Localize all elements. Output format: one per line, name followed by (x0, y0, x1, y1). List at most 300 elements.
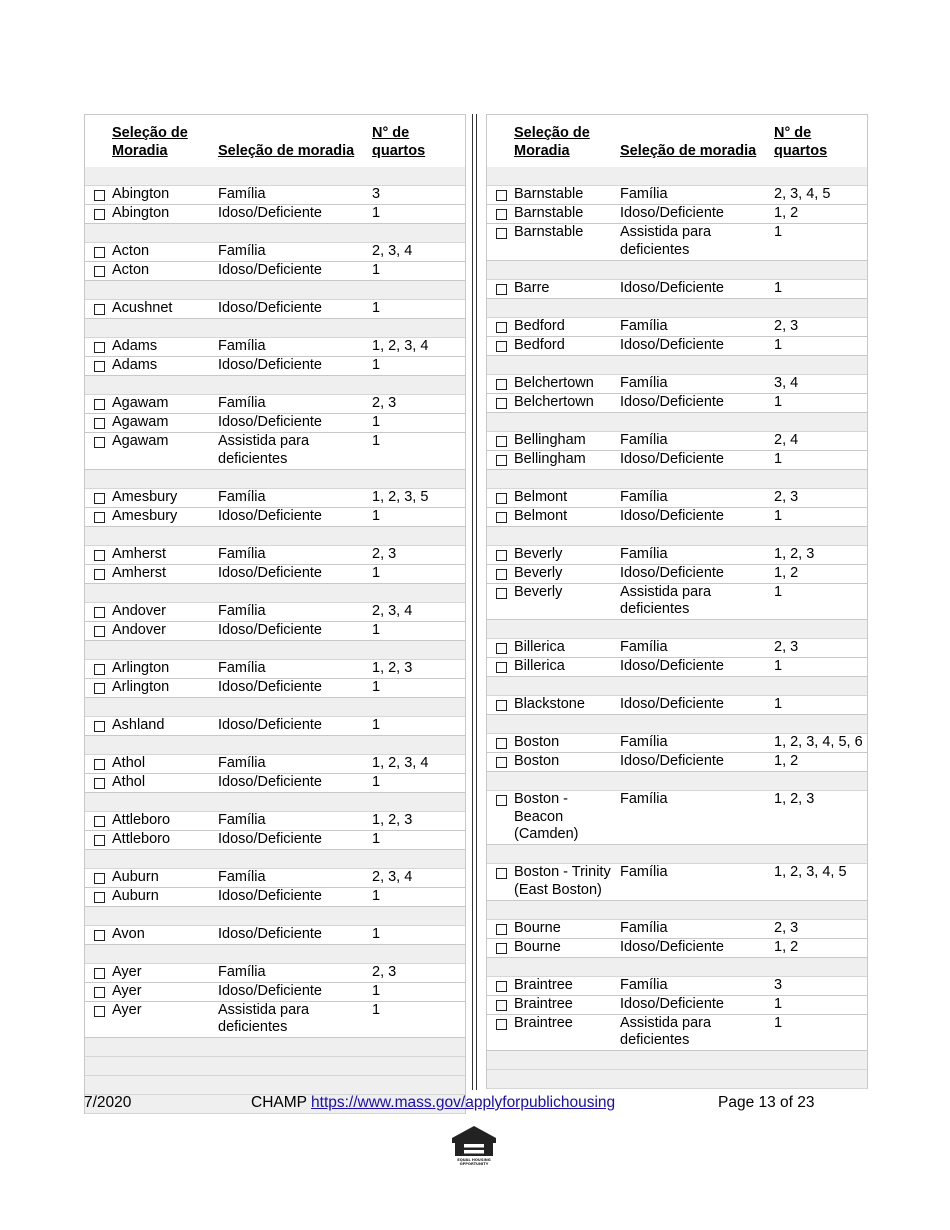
table-row (85, 262, 465, 281)
town-name: Abington (112, 205, 170, 221)
checkbox[interactable] (496, 588, 507, 599)
table-row (487, 224, 867, 261)
checkbox[interactable] (94, 873, 105, 884)
checkbox[interactable] (496, 209, 507, 220)
checkbox[interactable] (94, 266, 105, 277)
town-name: Amherst (112, 564, 166, 581)
town-cell (487, 374, 620, 393)
bedroom-count: 1 (372, 414, 465, 433)
spacer-cell (85, 583, 465, 602)
housing-type: Família (620, 639, 774, 658)
town-cell (85, 678, 218, 697)
table-row (487, 186, 867, 205)
town-name: Beverly (514, 583, 563, 600)
checkbox[interactable] (94, 968, 105, 979)
table-row (85, 205, 465, 224)
bedroom-count: 1 (372, 621, 465, 640)
spacer-cell (85, 944, 465, 963)
checkbox[interactable] (94, 437, 105, 448)
town-name: Braintree (514, 995, 573, 1012)
checkbox[interactable] (94, 512, 105, 523)
checkbox[interactable] (94, 190, 105, 201)
bedroom-count: 2, 4 (774, 431, 867, 450)
housing-type: Família (620, 431, 774, 450)
checkbox[interactable] (94, 664, 105, 675)
table-row (85, 925, 465, 944)
bedroom-count: 1, 2 (774, 205, 867, 224)
housing-type: Idoso/Deficiente (218, 678, 372, 697)
housing-type: Família (218, 963, 372, 982)
checkbox[interactable] (94, 987, 105, 998)
bedroom-count: 2, 3 (774, 639, 867, 658)
checkbox[interactable] (496, 924, 507, 935)
town-name: Ashland (112, 716, 165, 733)
town-cell (85, 754, 218, 773)
checkbox[interactable] (496, 943, 507, 954)
spacer-cell (85, 167, 465, 186)
town-name: Braintree (514, 976, 573, 993)
table-row (85, 830, 465, 849)
town-cell (487, 919, 620, 938)
housing-type: Idoso/Deficiente (620, 279, 774, 298)
table-row (85, 754, 465, 773)
spacer-cell (487, 1051, 867, 1070)
town-name: Adams (112, 357, 158, 373)
housing-type: Assistida para deficientes (620, 1014, 774, 1051)
spacer-cell (487, 298, 867, 317)
checkbox[interactable] (94, 1006, 105, 1017)
housing-type: Família (620, 864, 774, 901)
bedroom-count: 1 (372, 507, 465, 526)
checkbox[interactable] (496, 493, 507, 504)
spacer-cell (487, 412, 867, 431)
bedroom-count: 2, 3 (372, 395, 465, 414)
checkbox[interactable] (94, 835, 105, 846)
checkbox[interactable] (496, 284, 507, 295)
town-name: Boston (514, 753, 560, 769)
town-cell (85, 887, 218, 906)
bedroom-count: 1 (372, 205, 465, 224)
spacer-row (487, 845, 867, 864)
table-row (487, 1014, 867, 1051)
spacer-row (85, 1057, 465, 1076)
checkbox[interactable] (94, 892, 105, 903)
checkbox[interactable] (496, 1000, 507, 1011)
town-cell (85, 205, 218, 224)
spacer-row (85, 376, 465, 395)
checkbox[interactable] (94, 418, 105, 429)
table-row (487, 431, 867, 450)
town-cell (85, 1001, 218, 1038)
bedroom-count: 2, 3, 4 (372, 602, 465, 621)
table-row (85, 395, 465, 414)
table-header (487, 115, 867, 167)
checkbox[interactable] (496, 1019, 507, 1030)
checkbox[interactable] (94, 550, 105, 561)
bedroom-count: 1 (372, 433, 465, 470)
housing-type: Família (218, 811, 372, 830)
housing-type: Família (620, 919, 774, 938)
bedroom-count: 2, 3 (774, 317, 867, 336)
table-row (487, 976, 867, 995)
bedroom-count: 3, 4 (774, 374, 867, 393)
checkbox[interactable] (94, 342, 105, 353)
spacer-cell (85, 1057, 465, 1076)
bedroom-count: 1 (774, 279, 867, 298)
housing-type: Família (620, 374, 774, 393)
checkbox[interactable] (496, 757, 507, 768)
checkbox[interactable] (94, 399, 105, 410)
bedroom-count: 2, 3 (372, 963, 465, 982)
town-cell (85, 716, 218, 735)
town-cell (487, 734, 620, 753)
spacer-row (85, 319, 465, 338)
town-cell (85, 433, 218, 470)
bedroom-count: 1 (774, 658, 867, 677)
housing-type: Idoso/Deficiente (620, 564, 774, 583)
town-cell (487, 336, 620, 355)
spacer-row (85, 640, 465, 659)
spacer-cell (487, 1070, 867, 1089)
checkbox[interactable] (94, 607, 105, 618)
town-cell (85, 488, 218, 507)
town-cell (487, 488, 620, 507)
town-name: Ayer (112, 982, 142, 999)
spacer-row (487, 957, 867, 976)
spacer-cell (85, 735, 465, 754)
housing-type: Idoso/Deficiente (620, 507, 774, 526)
spacer-row (85, 849, 465, 868)
table-row (85, 602, 465, 621)
checkbox[interactable] (94, 759, 105, 770)
header-rooms: N° de quartos (774, 125, 828, 159)
table-row (85, 868, 465, 887)
bedroom-count: 2, 3 (372, 545, 465, 564)
checkbox[interactable] (496, 228, 507, 239)
town-cell (85, 963, 218, 982)
table-row (487, 734, 867, 753)
checkbox[interactable] (496, 662, 507, 673)
town-name: Blackstone (514, 696, 585, 712)
town-cell (487, 583, 620, 620)
table-row (85, 1001, 465, 1038)
town-cell (85, 507, 218, 526)
bedroom-count: 1 (372, 716, 465, 735)
housing-type: Assistida para deficientes (218, 1001, 372, 1038)
town-cell (487, 1014, 620, 1051)
town-name: Barre (514, 279, 550, 296)
checkbox[interactable] (94, 626, 105, 637)
housing-type: Família (620, 545, 774, 564)
table-row (85, 186, 465, 205)
bedroom-count: 1 (372, 773, 465, 792)
housing-type: Idoso/Deficiente (218, 982, 372, 1001)
checkbox[interactable] (94, 361, 105, 372)
spacer-cell (85, 281, 465, 300)
bedroom-count: 1, 2, 3, 4 (372, 754, 465, 773)
housing-type: Idoso/Deficiente (218, 887, 372, 906)
table-header (85, 115, 465, 167)
town-cell (85, 830, 218, 849)
table-row (85, 773, 465, 792)
housing-type: Idoso/Deficiente (620, 450, 774, 469)
spacer-row (487, 526, 867, 545)
spacer-cell (85, 697, 465, 716)
header-type: Seleção de moradia (218, 142, 355, 159)
bedroom-count: 1 (774, 583, 867, 620)
town-cell (487, 224, 620, 261)
spacer-row (85, 167, 465, 186)
town-name: Arlington (112, 659, 170, 676)
housing-type: Família (620, 734, 774, 753)
town-cell (487, 564, 620, 583)
checkbox[interactable] (496, 512, 507, 523)
town-cell (85, 186, 218, 205)
bedroom-count: 1, 2, 3, 5 (372, 488, 465, 507)
header-type: Seleção de moradia (620, 142, 757, 159)
town-name: Bedford (514, 336, 565, 353)
town-name: Boston - Beacon (Camden) (514, 791, 579, 842)
table-row (85, 716, 465, 735)
town-name: Attleboro (112, 830, 171, 847)
housing-type: Idoso/Deficiente (620, 336, 774, 355)
housing-type: Família (620, 488, 774, 507)
bedroom-count: 1 (774, 224, 867, 261)
town-cell (85, 982, 218, 1001)
town-cell (85, 262, 218, 281)
town-name: Billerica (514, 658, 565, 674)
town-name: Billerica (514, 639, 565, 655)
housing-type: Idoso/Deficiente (620, 995, 774, 1014)
town-cell (85, 925, 218, 944)
checkbox[interactable] (496, 700, 507, 711)
table-row (487, 995, 867, 1014)
bedroom-count: 1 (372, 1001, 465, 1038)
spacer-row (85, 792, 465, 811)
checkbox[interactable] (496, 738, 507, 749)
table-row (487, 864, 867, 901)
table-body (487, 167, 867, 1089)
town-cell (487, 450, 620, 469)
checkbox[interactable] (94, 816, 105, 827)
checkbox[interactable] (94, 569, 105, 580)
town-cell (487, 995, 620, 1014)
town-name: Bedford (514, 317, 565, 334)
table-row (487, 639, 867, 658)
town-name: Belmont (514, 488, 568, 505)
bedroom-count: 1, 2, 3 (774, 545, 867, 564)
town-name: Andover (112, 602, 167, 619)
bedroom-count: 1, 2, 3, 4, 5, 6 (774, 734, 867, 753)
housing-type: Família (218, 602, 372, 621)
town-name: Acushnet (112, 300, 173, 316)
checkbox[interactable] (94, 304, 105, 315)
town-cell (85, 300, 218, 319)
spacer-row (487, 715, 867, 734)
spacer-cell (487, 715, 867, 734)
checkbox[interactable] (94, 247, 105, 258)
town-cell (487, 658, 620, 677)
table-row (85, 963, 465, 982)
checkbox[interactable] (496, 322, 507, 333)
housing-type: Idoso/Deficiente (620, 658, 774, 677)
checkbox[interactable] (496, 550, 507, 561)
bedroom-count: 1, 2, 3 (372, 811, 465, 830)
town-cell (487, 205, 620, 224)
apply-link[interactable]: https://www.mass.gov/applyforpublichousing (311, 1094, 616, 1111)
table-row (487, 583, 867, 620)
housing-type: Família (620, 317, 774, 336)
checkbox[interactable] (94, 209, 105, 220)
table-row (85, 982, 465, 1001)
bedroom-count: 2, 3, 4, 5 (774, 186, 867, 205)
table-body (85, 167, 465, 1114)
spacer-cell (85, 224, 465, 243)
checkbox[interactable] (496, 379, 507, 390)
town-name: Auburn (112, 887, 159, 904)
housing-type: Idoso/Deficiente (620, 753, 774, 772)
town-name: Arlington (112, 678, 170, 695)
housing-type: Família (218, 395, 372, 414)
town-name: Acton (112, 262, 150, 278)
town-cell (85, 621, 218, 640)
table-row (487, 791, 867, 845)
table-row (85, 300, 465, 319)
table-row (85, 621, 465, 640)
town-name: Agawam (112, 414, 169, 430)
bedroom-count: 1 (774, 393, 867, 412)
town-cell (85, 868, 218, 887)
housing-type: Assistida para deficientes (620, 224, 774, 261)
table-row (487, 564, 867, 583)
town-name: Abington (112, 186, 170, 202)
bedroom-count: 3 (774, 976, 867, 995)
checkbox[interactable] (496, 398, 507, 409)
bedroom-count: 1 (372, 357, 465, 376)
spacer-row (85, 281, 465, 300)
checkbox[interactable] (496, 981, 507, 992)
bedroom-count: 1 (372, 678, 465, 697)
checkbox[interactable] (496, 569, 507, 580)
header-town: Seleção de Moradia (514, 125, 590, 159)
town-cell (85, 564, 218, 583)
checkbox[interactable] (94, 930, 105, 941)
spacer-row (487, 412, 867, 431)
spacer-cell (487, 355, 867, 374)
spacer-cell (487, 845, 867, 864)
town-cell (487, 938, 620, 957)
town-name: Attleboro (112, 811, 171, 828)
town-cell (487, 279, 620, 298)
spacer-row (487, 772, 867, 791)
checkbox[interactable] (496, 436, 507, 447)
spacer-cell (487, 957, 867, 976)
bedroom-count: 1 (774, 995, 867, 1014)
housing-type: Idoso/Deficiente (218, 414, 372, 433)
spacer-row (487, 298, 867, 317)
table-row (85, 659, 465, 678)
town-cell (487, 393, 620, 412)
town-cell (85, 545, 218, 564)
bedroom-count: 1, 2, 3, 4 (372, 338, 465, 357)
table-row (487, 279, 867, 298)
checkbox[interactable] (496, 795, 507, 806)
housing-type: Assistida para deficientes (218, 433, 372, 470)
housing-type: Família (218, 243, 372, 262)
spacer-cell (487, 526, 867, 545)
housing-type: Família (620, 791, 774, 845)
checkbox[interactable] (94, 493, 105, 504)
bedroom-count: 1 (372, 982, 465, 1001)
town-name: Bourne (514, 938, 561, 955)
town-cell (487, 186, 620, 205)
spacer-row (487, 620, 867, 639)
bedroom-count: 1 (372, 564, 465, 583)
spacer-cell (487, 677, 867, 696)
table-row (85, 887, 465, 906)
housing-type: Idoso/Deficiente (218, 300, 372, 319)
spacer-cell (85, 640, 465, 659)
spacer-cell (487, 620, 867, 639)
housing-type: Idoso/Deficiente (218, 507, 372, 526)
spacer-row (85, 583, 465, 602)
town-cell (487, 696, 620, 715)
checkbox[interactable] (94, 778, 105, 789)
table-row (85, 811, 465, 830)
bedroom-count: 1 (372, 300, 465, 319)
town-name: Amesbury (112, 507, 178, 524)
header-rooms: N° de quartos (372, 125, 426, 159)
housing-type: Família (620, 976, 774, 995)
spacer-cell (85, 319, 465, 338)
bedroom-count: 1 (774, 1014, 867, 1051)
housing-type: Idoso/Deficiente (620, 393, 774, 412)
housing-type: Família (218, 186, 372, 205)
column-divider (476, 114, 477, 1090)
spacer-cell (85, 1038, 465, 1057)
housing-type: Família (218, 868, 372, 887)
town-name: Athol (112, 773, 146, 790)
spacer-cell (487, 900, 867, 919)
checkbox[interactable] (496, 455, 507, 466)
town-name: Acton (112, 243, 150, 259)
town-name: Barnstable (514, 205, 584, 221)
bedroom-count: 1 (372, 887, 465, 906)
town-name: Belchertown (514, 393, 594, 410)
spacer-row (85, 469, 465, 488)
checkbox[interactable] (496, 643, 507, 654)
town-cell (487, 639, 620, 658)
checkbox[interactable] (496, 190, 507, 201)
checkbox[interactable] (94, 683, 105, 694)
spacer-row (85, 697, 465, 716)
housing-type: Família (218, 338, 372, 357)
spacer-cell (85, 849, 465, 868)
town-name: Bellingham (514, 431, 586, 448)
town-cell (85, 357, 218, 376)
right-column (486, 114, 868, 1089)
town-name: Belmont (514, 507, 568, 524)
table-row (487, 336, 867, 355)
checkbox[interactable] (94, 721, 105, 732)
town-cell (487, 753, 620, 772)
checkbox[interactable] (496, 868, 507, 879)
town-cell (487, 317, 620, 336)
spacer-cell (487, 260, 867, 279)
table-row (487, 374, 867, 393)
checkbox[interactable] (496, 341, 507, 352)
table-row (487, 753, 867, 772)
